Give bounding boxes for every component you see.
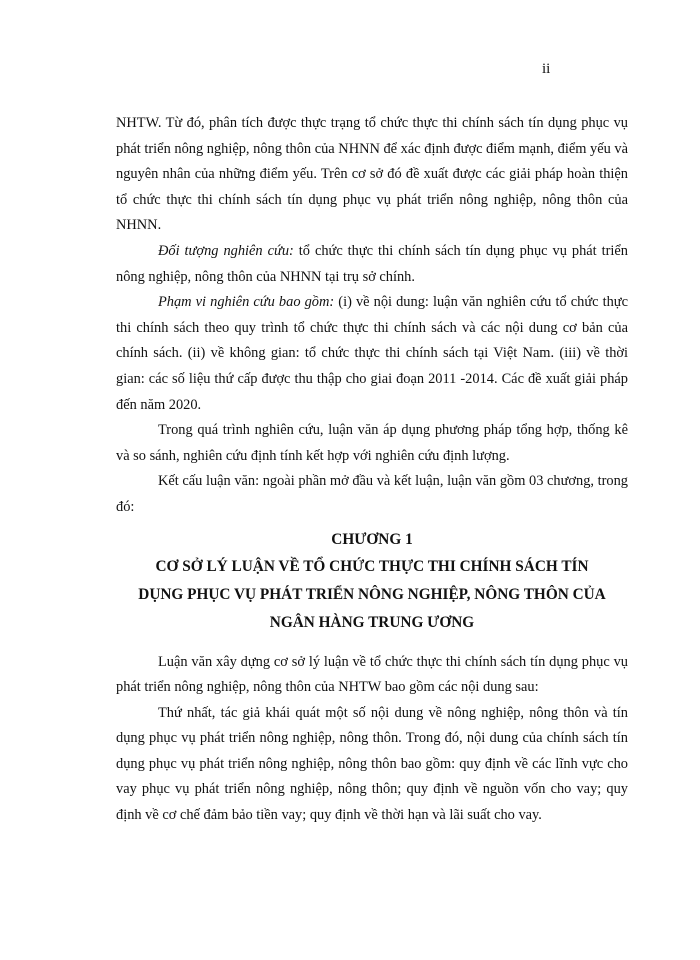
chapter-heading: CHƯƠNG 1 [331,530,413,548]
paragraph-research-method: Trong quá trình nghiên cứu, luận văn áp dụng phương pháp tổng hợp, thống kê và so sánh, nghiên cứu định tính kết hợp với nghiên cứu định lượng. [116,422,628,464]
chapter-title-line: DỤNG PHỤC VỤ PHÁT TRIỂN NÔNG NGHIỆP, NÔNG THÔN CỦA [138,585,606,603]
paragraph-chapter-summary: Luận văn xây dựng cơ sở lý luận về tổ chức thực thi chính sách tín dụng phục vụ phát triển nông nghiệp, nông thôn của NHTW bao gồm các nội dung sau: [116,653,628,696]
page-number: ii [542,61,551,77]
paragraph-research-object [116,239,628,290]
paragraph-thesis-structure: Kết cấu luận văn: ngoài phần mở đầu và kết luận, luận văn gồm 03 chương, trong đó: [116,473,628,515]
chapter-title-line: CƠ SỞ LÝ LUẬN VỀ TỔ CHỨC THỰC THI CHÍNH SÁCH TÍN [155,557,589,575]
paragraph-first-point: Thứ nhất, tác giả khái quát một số nội dung về nông nghiệp, nông thôn và tín dụng phục vụ phát triển nông nghiệp, nông thôn. Trong đó, nội dung của chính sách tín dụng phục vụ phát triển nông nghiệp, nông thôn bao gồm: quy định về các lĩnh vực cho vay phục vụ phát triển nông nghiệp, nông thôn; quy định về nguồn vốn cho vay; quy định về cơ chế đảm bảo tiền vay; quy định về thời hạn và lãi suất cho vay. [116,704,628,824]
chapter-title [116,553,628,637]
paragraph-research-scope [116,290,628,418]
page-body [116,111,628,829]
chapter-title-line: NGÂN HÀNG TRUNG ƯƠNG [269,613,475,631]
paragraph-intro-continuation: NHTW. Từ đó, phân tích được thực trạng tổ chức thực thi chính sách tín dụng phục vụ phát triển nông nghiệp, nông thôn của NHNN để xác định được điểm mạnh, điểm yếu và nguyên nhân của những điểm yếu. Trên cơ sở đó đề xuất được các giải pháp hoàn thiện tổ chức thực thi chính sách tín dụng phục vụ phát triển nông nghiệp, nông thôn của NHNN. [116,115,628,234]
research-scope-label: Phạm vi nghiên cứu bao gồm: [158,294,335,311]
research-object-text: tổ chức thực thi chính sách tín dụng phục vụ phát triển nông nghiệp, nông thôn của NHNN tại trụ sở chính. [116,242,629,285]
research-object-label: Đối tượng nghiên cứu: [158,242,294,259]
research-scope-text: (i) về nội dung: luận văn nghiên cứu tổ chức thực thi chính sách theo quy trình tổ chức thực thi chính sách và các nội dung cơ bản của chính sách. (ii) về không gian: tổ chức thực thi chính sách tại Việt Nam. (iii) về thời gian: các số liệu thứ cấp được thu thập cho giai đoạn 2011 -2014. Các đề xuất giải pháp đến năm 2020. [116,294,628,413]
